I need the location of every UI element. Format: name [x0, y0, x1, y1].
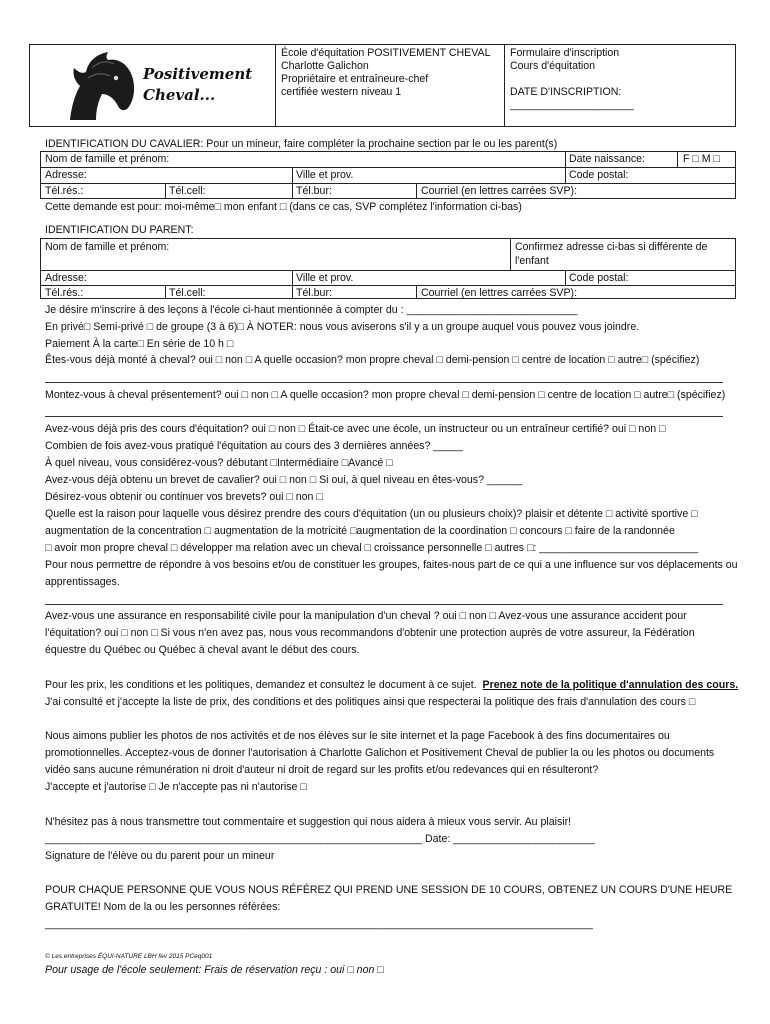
policy-text: Pour les prix, les conditions et les politiques, demandez et consultez le document à ce sujet. [45, 679, 477, 691]
logo-text-2: Cheval... [143, 86, 216, 104]
policy-line [45, 679, 738, 691]
continue-certificates-question[interactable]: Désirez-vous obtenir ou continuer vos brevets? oui □ non □ [45, 491, 323, 503]
referral-text-1: POUR CHAQUE PERSONNE QUE VOUS NOUS RÉFÉREZ QUI PREND UNE SESSION DE 10 COURS, OBTENEZ UN COURS D'UNE HEURE [45, 884, 733, 896]
needs-answer-line[interactable] [45, 604, 723, 605]
school-use-footer[interactable]: Pour usage de l'école seulement: Frais de réservation reçu : oui □ non □ [45, 964, 384, 976]
rider-tel-cell-field[interactable]: Tél.cell: [169, 185, 206, 197]
parent-confirm-label-2: l'enfant [515, 255, 549, 267]
specify-line-2[interactable] [45, 416, 723, 417]
logo-cell [30, 45, 276, 127]
rider-city-field[interactable]: Ville et prov. [296, 169, 354, 181]
logo-text-1: Positivement [143, 65, 253, 83]
registration-date-field[interactable]: _____________________ [510, 99, 634, 111]
signature-date-line[interactable]: ________________________________________________________________ Date: ________________________ [45, 833, 595, 845]
form-cell [505, 45, 736, 127]
photos-text-3: vidéo sans aucune rémunération ni droit d'auteur ni droit de regard sur les profits et/ou redevances qui en résulteront? [45, 764, 599, 776]
school-owner: Charlotte Galichon [281, 60, 369, 72]
start-date-question[interactable]: Je désire m'inscrire à des leçons à l'école ci-haut mentionnée à compter du : _____________________________ [45, 304, 578, 316]
lesson-type-question[interactable]: En privé□ Semi-privé □ de groupe (3 à 6)□ À NOTER: nous vous aviserons s'il y a un groupe auquel vous pouvez vous joindre. [45, 321, 640, 333]
photos-consent-checkboxes[interactable]: J'accepte et j'autorise □ Je n'accepte pas ni n'autorise □ [45, 781, 307, 793]
insurance-question-2[interactable]: l'équitation? oui □ non □ Si vous n'en avez pas, nous vous recommandons d'obtenir une protection auprès de votre assureur, la Fédération [45, 627, 695, 639]
referral-names-line[interactable]: _____________________________________________________________________________________________ [45, 918, 593, 930]
horse-head-logo-icon [62, 48, 142, 123]
form-subtitle: Cours d'équitation [510, 60, 596, 72]
header-table [29, 44, 736, 127]
rider-email-field[interactable]: Courriel (en lettres carrées SVP): [421, 185, 578, 197]
photos-text-2: promotionnelles. Acceptez-vous de donner l'autorisation à Charlotte Galichon et Positivement Cheval de publier la ou les photos ou documents [45, 747, 715, 759]
rider-postal-field[interactable]: Code postal: [569, 169, 629, 181]
needs-question-cont: apprentissages. [45, 576, 120, 588]
rider-name-field[interactable]: Nom de famille et prénom: [45, 153, 170, 165]
rider-sex-checkboxes[interactable]: F □ M □ [683, 153, 720, 165]
rider-tel-bur-field[interactable]: Tél.bur: [296, 185, 332, 197]
school-cell [276, 45, 505, 127]
reason-options-2[interactable]: augmentation de la concentration □ augmentation de la motricité □augmentation de la coordination □ concours □ faire de la randonnée [45, 525, 675, 537]
form-title: Formulaire d'inscription [510, 47, 620, 59]
cancellation-policy-note: Prenez note de la politique d'annulation des cours. [482, 679, 739, 691]
parent-confirm-label-1: Confirmez adresse ci-bas si différente de [515, 241, 708, 253]
insurance-question[interactable]: Avez-vous une assurance en responsabilité civile pour la manipulation d'un cheval ? oui □ non □ Avez-vous une assurance accident pour [45, 610, 687, 622]
reason-options-3[interactable]: □ avoir mon propre cheval □ développer ma relation avec un cheval □ croissance personnelle □ autres □: ___________________________ [45, 542, 699, 554]
school-cert: certifiée western niveau 1 [281, 86, 402, 98]
rider-tel-res-field[interactable]: Tél.rés.: [45, 185, 84, 197]
parent-section-title: IDENTIFICATION DU PARENT: [45, 224, 194, 236]
parent-tel-res-field[interactable]: Tél.rés.: [45, 287, 84, 299]
needs-question: Pour nous permettre de répondre à vos besoins et/ou de constituer les groupes, faites-nous part de ce qui a une influence sur vos déplacements ou [45, 559, 738, 571]
frequency-question[interactable]: Combien de fois avez-vous pratiqué l'équitation au cours des 3 dernières années? _____ [45, 440, 463, 452]
parent-email-field[interactable]: Courriel (en lettres carrées SVP): [421, 287, 578, 299]
ridden-before-question[interactable]: Êtes-vous déjà monté à cheval? oui □ non □ A quelle occasion? mon propre cheval □ demi-pension □ centre de location □ autre□ (spécifiez) [45, 354, 700, 366]
reason-question[interactable]: Quelle est la raison pour laquelle vous désirez prendre des cours d'équitation (un ou plusieurs choix)? plaisir et détente □ activité sportive □ [45, 508, 698, 520]
policy-accept-checkbox[interactable]: J'ai consulté et j'accepte la liste de prix, des conditions et des politiques ainsi que respecterai la politique des frais d'annulation des cours □ [45, 696, 696, 708]
parent-name-field[interactable]: Nom de famille et prénom: [45, 241, 170, 253]
registration-date-label: DATE D'INSCRIPTION: [510, 86, 622, 98]
parent-tel-bur-field[interactable]: Tél.bur: [296, 287, 332, 299]
payment-question[interactable]: Paiement À la carte□ En série de 10 h □ [45, 338, 234, 350]
comment-text: N'hésitez pas à nous transmettre tout commentaire et suggestion qui nous aidera à mieux vous servir. Au plaisir! [45, 816, 572, 828]
request-for-checkboxes[interactable]: Cette demande est pour: moi-même□ mon enfant □ (dans ce cas, SVP complétez l'information ci-bas) [45, 201, 522, 213]
parent-postal-field[interactable]: Code postal: [569, 272, 629, 284]
parent-tel-cell-field[interactable]: Tél.cell: [169, 287, 206, 299]
rider-certificate-question[interactable]: Avez-vous déjà obtenu un brevet de cavalier? oui □ non □ Si oui, à quel niveau en êtes-vous? ______ [45, 474, 523, 486]
specify-line-1[interactable] [45, 382, 723, 383]
signature-label: Signature de l'élève ou du parent pour un mineur [45, 850, 275, 862]
referral-text-2: GRATUITE! Nom de la ou les personnes référées: [45, 901, 281, 913]
rider-birthdate-field[interactable]: Date naissance: [569, 153, 645, 165]
rider-section-title: IDENTIFICATION DU CAVALIER: Pour un mineur, faire compléter la prochaine section par le ou les parent(s) [45, 138, 558, 150]
parent-city-field[interactable]: Ville et prov. [296, 272, 354, 284]
school-name: École d'équitation POSITIVEMENT CHEVAL [281, 47, 491, 59]
photos-text-1: Nous aimons publier les photos de nos activités et de nos élèves sur le site internet et la page Facebook à des fins documentaires ou [45, 730, 670, 742]
level-question[interactable]: À quel niveau, vous considérez-vous? débutant □Intermédiaire □Avancé □ [45, 457, 393, 469]
copyright-footer: © Les entreprises ÉQUI-NATURE LBH fev 2015 PCeq001 [45, 953, 213, 960]
school-role: Propriétaire et entraîneure-chef [281, 73, 429, 85]
insurance-question-3: équestre du Québec ou Québec à cheval avant le début des cours. [45, 644, 360, 656]
parent-address-field[interactable]: Adresse: [45, 272, 87, 284]
riding-now-question[interactable]: Montez-vous à cheval présentement? oui □ non □ A quelle occasion? mon propre cheval □ demi-pension □ centre de location □ autre□ (spécifiez) [45, 389, 726, 401]
rider-address-field[interactable]: Adresse: [45, 169, 87, 181]
previous-lessons-question[interactable]: Avez-vous déjà pris des cours d'équitation? oui □ non □ Était-ce avec une école, un instructeur ou un entraîneur certifié? oui □ non □ [45, 423, 666, 435]
